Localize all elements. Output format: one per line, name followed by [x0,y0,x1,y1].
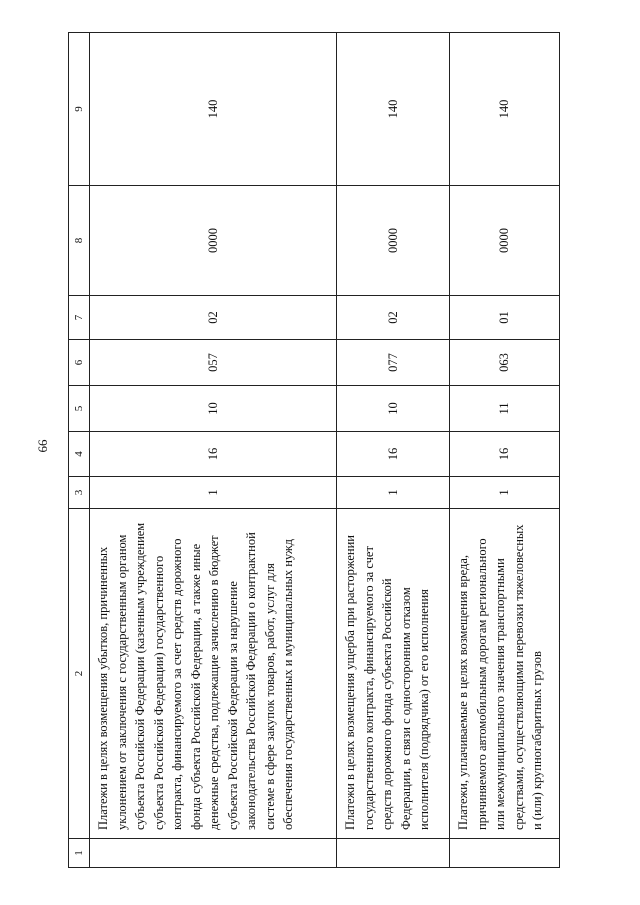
cell-col7: 02 [90,296,337,340]
cell-col5: 11 [450,386,560,432]
column-header-5: 5 [69,386,90,432]
column-header-9: 9 [69,33,90,186]
cell-col3: 1 [450,477,560,509]
column-header-4: 4 [69,432,90,477]
cell-col5: 10 [337,386,450,432]
column-header-3: 3 [69,477,90,509]
table-row [450,33,560,868]
cell-description: Платежи, уплачиваемые в целях возмещения вреда, причиняемого автомобильным дорогам регионального или межмуниципального значения транспортными средствами, осуществляющими перевозки тяжеловесных и (или) крупногабаритных грузов [450,509,560,839]
cell-col3: 1 [337,477,450,509]
cell-col6: 057 [90,340,337,386]
cell-col8: 0000 [450,186,560,296]
cell-col8: 0000 [90,186,337,296]
cell-description: Платежи в целях возмещения ущерба при расторжении государственного контракта, финансируемого за счет средств дорожного фонда субъекта Российской Федерации, в связи с односторонним отказом исполнителя (подрядчика) от его исполнения [337,509,450,839]
column-header-1: 1 [69,839,90,868]
cell-col5: 10 [90,386,337,432]
table-row [337,33,450,868]
cell-col6: 077 [337,340,450,386]
cell-col7: 01 [450,296,560,340]
cell-col7: 02 [337,296,450,340]
cell-col1 [450,839,560,868]
column-header-2: 2 [69,509,90,839]
column-header-6: 6 [69,340,90,386]
cell-col4: 16 [337,432,450,477]
cell-description: Платежи в целях возмещения убытков, причиненных уклонением от заключения с государственным органом субъекта Российской Федерации (казенным учреждением субъекта Российской Федерации) государственного контракта, финансируемого за счет средств дорожного фонда субъекта Российской Федерации, а также иные денежные средства, подлежащие зачислению в бюджет субъекта Российской Федерации за нарушение законодательства Российской Федерации о контрактной системе в сфере закупок товаров, работ, услуг для обеспечения государственных и муниципальных нужд [90,509,337,839]
page-number: 66 [35,439,50,453]
column-header-7: 7 [69,296,90,340]
cell-col8: 0000 [337,186,450,296]
cell-col9: 140 [90,33,337,186]
cell-col1 [337,839,450,868]
cell-col4: 16 [450,432,560,477]
cell-col6: 063 [450,340,560,386]
cell-col1 [90,839,337,868]
cell-col9: 140 [450,33,560,186]
budget-classification-table-sheet [68,33,558,868]
cell-col4: 16 [90,432,337,477]
cell-col9: 140 [337,33,450,186]
column-header-8: 8 [69,186,90,296]
cell-col3: 1 [90,477,337,509]
header-row [69,33,90,868]
table-row [90,33,337,868]
budget-classification-table [68,32,560,868]
